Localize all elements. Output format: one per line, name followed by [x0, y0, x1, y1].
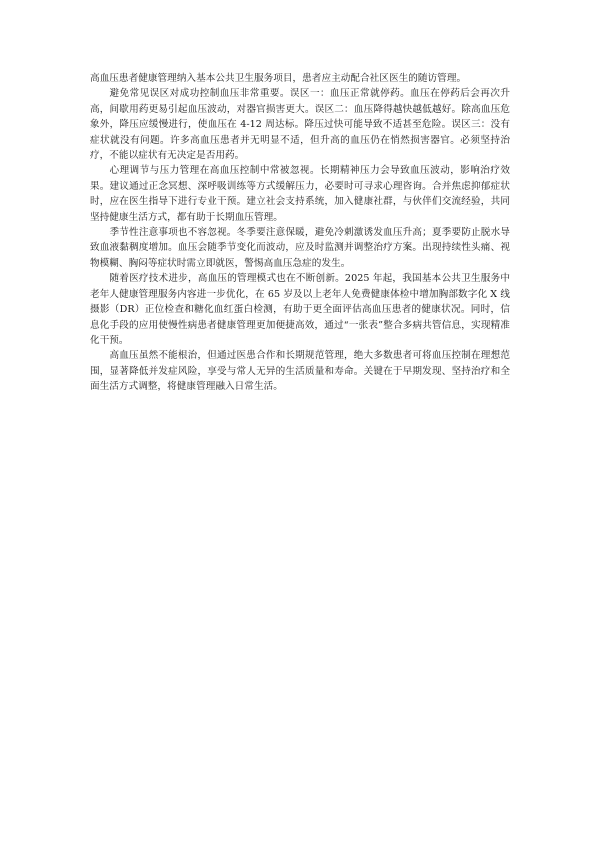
paragraph-stress-management: 心理调节与压力管理在高血压控制中常被忽视。长期精神压力会导致血压波动，影响治疗效果。建议通过正念冥想、深呼吸训练等方式缓解压力，必要时可寻求心理咨询。合并焦虑抑郁症状时，应在医生指导下进行专业干预。建立社会支持系统，加入健康社群，与伙伴们交流经验，共同坚持健康生活方式，都有助于长期血压管理。	[90, 165, 510, 223]
paragraph-conclusion: 高血压虽然不能根治，但通过医患合作和长期规范管理，绝大多数患者可将血压控制在理想范围，显著降低并发症风险，享受与常人无异的生活质量和寿命。关键在于早期发现、坚持治疗和全面生活方式调整，将健康管理融入日常生活。	[90, 350, 510, 393]
document-body	[90, 71, 510, 395]
paragraph-misconceptions: 避免常见误区对成功控制血压非常重要。误区一：血压正常就停药。血压在停药后会再次升高，间歇用药更易引起血压波动，对器官损害更大。误区二：血压降得越快越低越好。除高血压危象外，降压应缓慢进行，使血压在 4-12 周达标。降压过快可能导致不适甚至危险。误区三：没有症状就没有问题。许多高血压患者并无明显不适，但升高的血压仍在悄然损害器官。必须坚持治疗，不能以症状有无决定是否用药。	[90, 88, 510, 162]
paragraph-seasonal-notes: 季节性注意事项也不容忽视。冬季要注意保暖，避免冷刺激诱发血压升高；夏季要防止脱水导致血液黏稠度增加。血压会随季节变化而波动，应及时监测并调整治疗方案。出现持续性头痛、视物模糊、胸闷等症状时需立即就医，警惕高血压急症的发生。	[90, 227, 510, 269]
paragraph-followup: 高血压患者健康管理纳入基本公共卫生服务项目，患者应主动配合社区医生的随访管理。	[90, 73, 467, 84]
paragraph-innovation: 随着医疗技术进步，高血压的管理模式也在不断创新。2025 年起，我国基本公共卫生服务中老年人健康管理服务内容进一步优化，在 65 岁及以上老年人免费健康体检中增加胸部数字化 X 线摄影（DR）正位检查和糖化血红蛋白检测，有助于更全面评估高血压患者的健康状况。同时，信息化手段的应用使慢性病患者健康管理更加便捷高效，通过“一张表”整合多病共管信息，实现精准化干预。	[90, 273, 510, 346]
